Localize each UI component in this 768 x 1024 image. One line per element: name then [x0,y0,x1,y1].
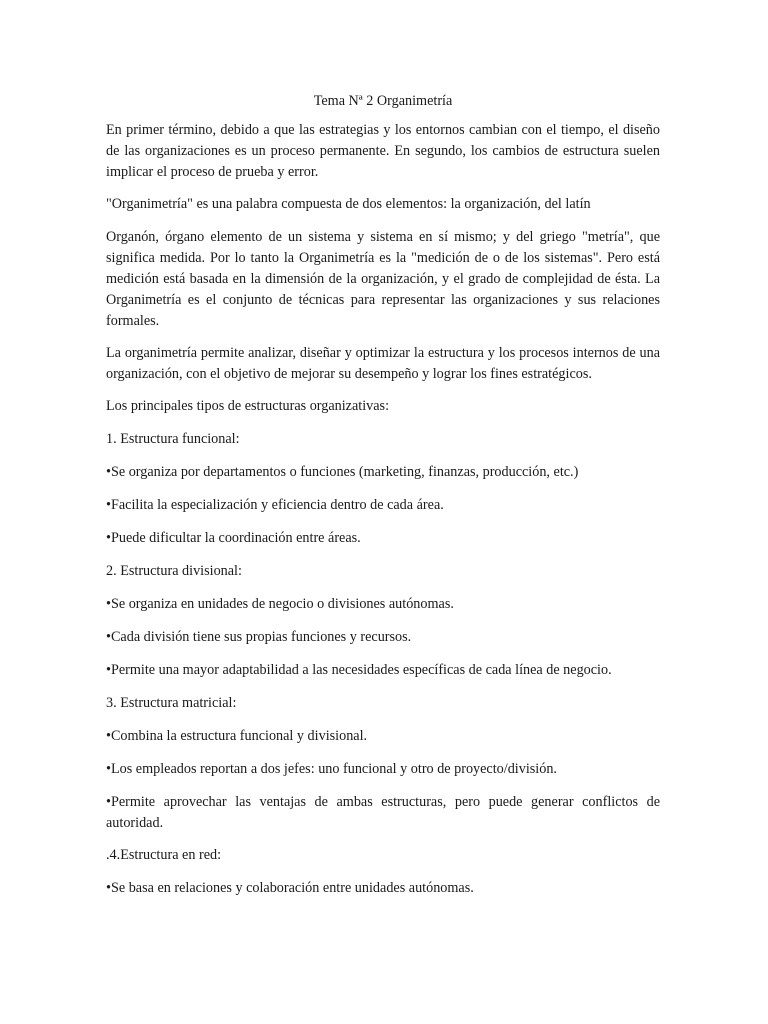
section-heading-funcional: 1. Estructura funcional: [106,431,240,447]
paragraph-etymology: Organón, órgano elemento de un sistema y sistema en sí mismo; y del griego "metría", que significa medida. Por lo tanto la Organimetría es la "medición de o de los sistemas". Pero está medición está basada en la dimensión de la organización, y el grado de complejidad de ésta. La Organimetría es el conjunto de técnicas para representar las organizaciones y sus relaciones formales. [106,229,660,329]
list-item: •Los empleados reportan a dos jefes: uno funcional y otro de proyecto/división. [106,761,557,777]
list-item: •Facilita la especialización y eficiencia dentro de cada área. [106,497,444,513]
list-item: •Se basa en relaciones y colaboración entre unidades autónomas. [106,880,474,896]
list-item: •Se organiza por departamentos o funciones (marketing, finanzas, producción, etc.) [106,464,579,480]
paragraph-intro: En primer término, debido a que las estrategias y los entornos cambian con el tiempo, el diseño de las organizaciones es un proceso permanente. En segundo, los cambios de estructura suelen implicar el proceso de prueba y error. [106,122,660,180]
paragraph-purpose: La organimetría permite analizar, diseñar y optimizar la estructura y los procesos internos de una organización, con el objetivo de mejorar su desempeño y lograr los fines estratégicos. [106,345,660,382]
paragraph-definition: "Organimetría" es una palabra compuesta de dos elementos: la organización, del latín [106,196,591,212]
section-heading-red: .4.Estructura en red: [106,847,222,863]
list-item: •Permite aprovechar las ventajas de ambas estructuras, pero puede generar conflictos de autoridad. [106,794,660,831]
list-item: •Cada división tiene sus propias funciones y recursos. [106,629,412,645]
list-item: •Combina la estructura funcional y divisional. [106,728,368,744]
list-item: •Se organiza en unidades de negocio o divisiones autónomas. [106,596,454,612]
paragraph-types-intro: Los principales tipos de estructuras organizativas: [106,398,390,414]
list-item: •Permite una mayor adaptabilidad a las necesidades específicas de cada línea de negocio. [106,662,612,678]
list-item: •Puede dificultar la coordinación entre áreas. [106,530,361,546]
section-heading-divisional: 2. Estructura divisional: [106,563,242,579]
document-title: Tema Nª 2 Organimetría [313,93,453,109]
section-heading-matricial: 3. Estructura matricial: [106,695,237,711]
document-page [106,90,660,911]
